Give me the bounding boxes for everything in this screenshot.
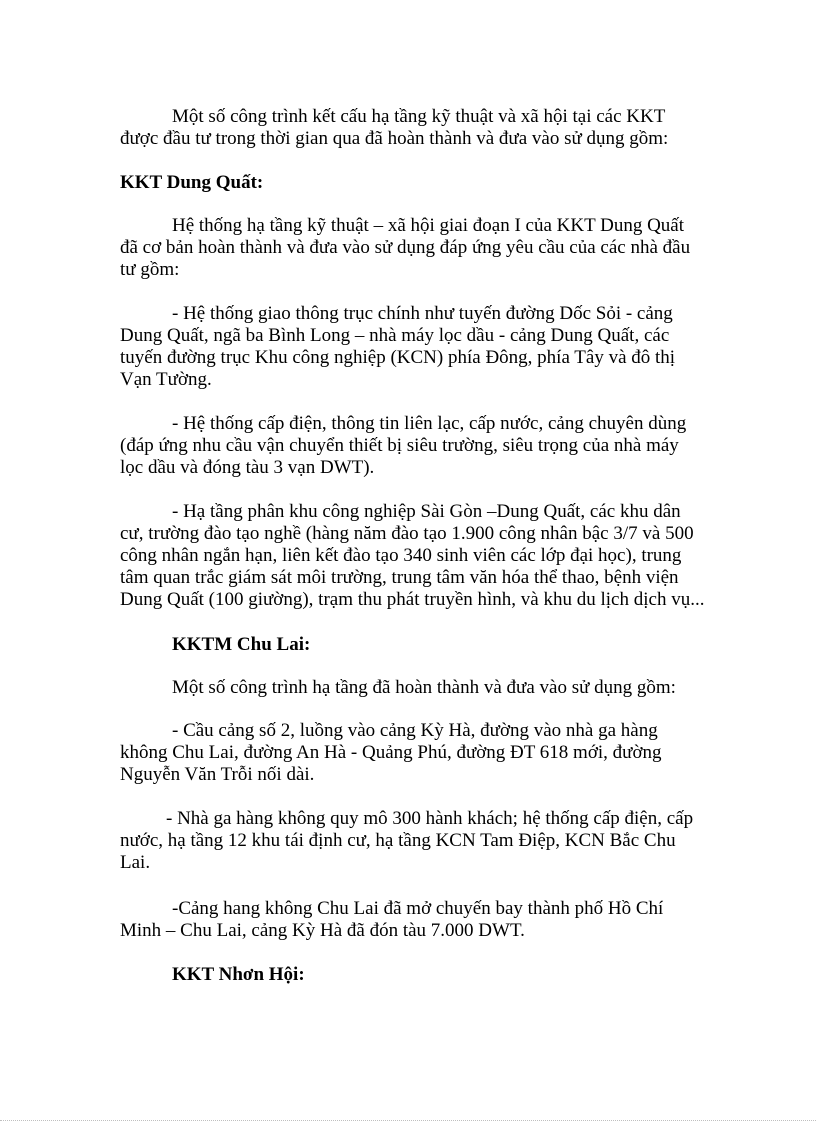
text-line: - Nhà ga hàng không quy mô 300 hành khách; hệ thống cấp điện, cấp xyxy=(166,808,694,829)
text-line: - Hạ tầng phân khu công nghiệp Sài Gòn –Dung Quất, các khu dân xyxy=(172,501,681,522)
text-line: cư, trường đào tạo nghề (hàng năm đào tạo 1.900 công nhân bậc 3/7 và 500 xyxy=(120,523,694,544)
text-line: - Hệ thống cấp điện, thông tin liên lạc, cấp nước, cảng chuyên dùng xyxy=(172,413,687,434)
heading-kkt-nhon-hoi: KKT Nhơn Hội: xyxy=(172,964,305,985)
text-line: Dung Quất, ngã ba Bình Long – nhà máy lọc dầu - cảng Dung Quất, các xyxy=(120,325,670,346)
text-line: lọc dầu và đóng tàu 3 vạn DWT). xyxy=(120,457,375,478)
text-line: được đầu tư trong thời gian qua đã hoàn thành và đưa vào sử dụng gồm: xyxy=(120,128,669,149)
text-line: Dung Quất (100 giường), trạm thu phát truyền hình, và khu du lịch dịch vụ... xyxy=(120,589,705,610)
chu-lai-intro-paragraph: Một số công trình hạ tầng đã hoàn thành và đưa vào sử dụng gồm: xyxy=(172,677,676,698)
text-line: không Chu Lai, đường An Hà - Quảng Phú, đường ĐT 618 mới, đường xyxy=(120,742,662,763)
page-bottom-divider xyxy=(0,1120,816,1121)
text-line: Một số công trình kết cấu hạ tầng kỹ thuật và xã hội tại các KKT xyxy=(172,106,666,127)
text-line: - Hệ thống giao thông trục chính như tuyến đường Dốc Sỏi - cảng xyxy=(172,303,673,324)
dung-quat-intro-paragraph xyxy=(120,215,690,281)
text-line: nước, hạ tầng 12 khu tái định cư, hạ tầng KCN Tam Điệp, KCN Bắc Chu xyxy=(120,830,676,851)
text-line: tuyến đường trục Khu công nghiệp (KCN) phía Đông, phía Tây và đô thị xyxy=(120,347,676,368)
dung-quat-item-transport xyxy=(120,303,675,391)
chu-lai-item-port-roads xyxy=(120,720,662,786)
text-line: - Cầu cảng số 2, luồng vào cảng Kỳ Hà, đường vào nhà ga hàng xyxy=(172,720,658,741)
heading-kkt-dung-quat: KKT Dung Quất: xyxy=(120,172,264,193)
text-line: -Cảng hang không Chu Lai đã mở chuyến bay thành phố Hồ Chí xyxy=(172,898,664,919)
intro-paragraph xyxy=(120,106,668,150)
text-line: Vạn Tường. xyxy=(120,369,212,390)
text-line: Lai. xyxy=(120,852,151,873)
text-line: Nguyễn Văn Trỗi nối dài. xyxy=(120,764,315,785)
text-line: Minh – Chu Lai, cảng Kỳ Hà đã đón tàu 7.000 DWT. xyxy=(120,920,525,941)
text-line: đã cơ bản hoàn thành và đưa vào sử dụng đáp ứng yêu cầu của các nhà đầu xyxy=(120,237,691,258)
text-line: công nhân ngắn hạn, liên kết đào tạo 340 sinh viên các lớp đại học), trung xyxy=(120,545,682,566)
chu-lai-item-airport-utilities xyxy=(120,808,693,874)
dung-quat-item-utilities xyxy=(120,413,686,479)
text-line: Hệ thống hạ tầng kỹ thuật – xã hội giai đoạn I của KKT Dung Quất xyxy=(172,215,685,236)
chu-lai-item-flights xyxy=(120,898,663,942)
dung-quat-item-infrastructure xyxy=(120,501,704,611)
text-line: tâm quan trắc giám sát môi trường, trung tâm văn hóa thể thao, bệnh viện xyxy=(120,567,679,588)
heading-kktm-chu-lai: KKTM Chu Lai: xyxy=(172,634,311,655)
text-line: (đáp ứng nhu cầu vận chuyển thiết bị siêu trường, siêu trọng của nhà máy xyxy=(120,435,679,456)
text-line: tư gồm: xyxy=(120,259,180,280)
